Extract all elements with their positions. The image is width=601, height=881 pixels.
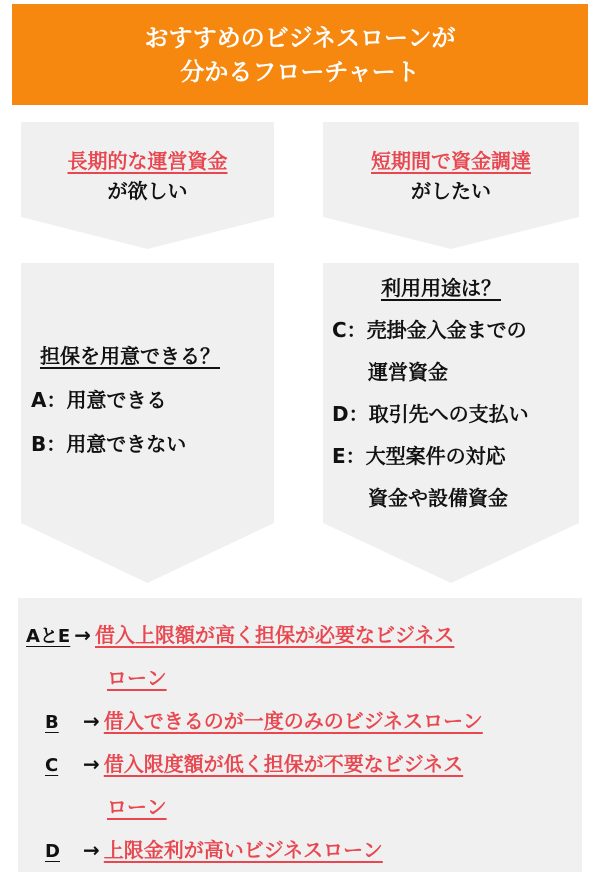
- usage-question-title: 利用用途は？: [381, 276, 501, 300]
- usage-option-e-line2: 資金や設備資金: [368, 486, 508, 510]
- box-short-term-funding-text: [323, 146, 579, 206]
- usage-option-c-line1: C：売掛金入金までの: [332, 318, 527, 342]
- result-c-line1: 借入限度額が低く担保が不要なビジネス: [103, 752, 464, 776]
- header-title-line2: 分かるフローチャート: [180, 57, 420, 86]
- short-term-funding-highlight: 短期間で資金調達: [371, 149, 531, 173]
- arrow-icon: →: [74, 623, 91, 647]
- flowchart-header: [12, 4, 588, 105]
- result-row-b: [45, 705, 483, 734]
- arrow-icon: →: [83, 709, 100, 733]
- collateral-option-a: A：用意できる: [31, 388, 167, 412]
- collateral-question-title: 担保を用意できる？: [40, 344, 220, 368]
- arrow-icon: →: [83, 838, 100, 862]
- result-key-d: D: [45, 841, 60, 862]
- result-key-a-e: AとE: [26, 626, 71, 647]
- box-collateral-question: [21, 263, 274, 583]
- arrow-icon: →: [83, 752, 100, 776]
- usage-option-d: D：取引先への支払い: [332, 402, 529, 426]
- collateral-option-b: B：用意できない: [31, 432, 187, 456]
- result-key-c: C: [45, 755, 59, 776]
- usage-option-c-line2: 運営資金: [368, 360, 448, 384]
- result-d-line1: 上限金利が高いビジネスローン: [103, 838, 383, 862]
- long-term-funds-highlight: 長期的な運営資金: [67, 149, 228, 173]
- result-b-line1: 借入できるのが一度のみのビジネスローン: [103, 709, 483, 733]
- result-key-b: B: [45, 712, 59, 733]
- result-c-line2: ローン: [107, 795, 167, 819]
- result-row-a-e: [26, 619, 454, 648]
- result-row-c: [45, 748, 463, 777]
- box-long-term-funds-text: [21, 146, 274, 206]
- header-title-line1: おすすめのビジネスローンが: [144, 23, 456, 52]
- long-term-funds-rest: が欲しい: [107, 179, 188, 203]
- result-a-e-line2: ローン: [107, 666, 167, 690]
- result-row-d: [45, 834, 383, 863]
- box-collateral-question-bg: [21, 263, 274, 583]
- short-term-funding-rest: がしたい: [411, 179, 491, 203]
- usage-option-e-line1: E：大型案件の対応: [332, 444, 506, 468]
- result-a-e-line1: 借入上限額が高く担保が必要なビジネス: [95, 623, 455, 647]
